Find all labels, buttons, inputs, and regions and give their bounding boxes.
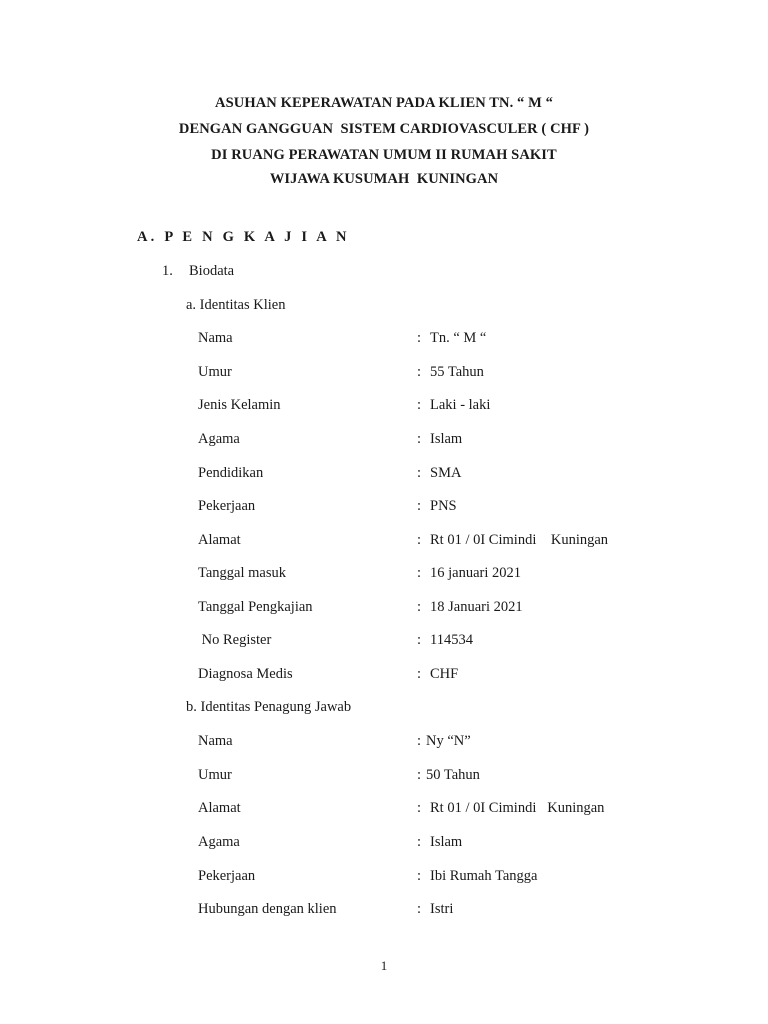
field-label: Agama [198,834,240,850]
field-label: Tanggal Pengkajian [198,599,313,615]
klien-row-umur [0,364,768,384]
field-colon: : [417,632,422,648]
field-value: Islam [430,834,463,850]
penanggung-row-pekerjaan [0,868,768,888]
field-label: Umur [198,364,232,380]
field-colon: : [417,666,422,682]
field-value: 114534 [430,632,473,648]
title-line-2: DENGAN GANGGUAN SISTEM CARDIOVASCULER ( CHF ) [178,121,590,137]
field-label: Alamat [198,532,241,548]
field-value: Ny “N” [426,733,471,749]
field-label: Pekerjaan [198,868,256,884]
penanggung-row-umur [0,767,768,787]
field-colon: : [417,868,422,884]
page-number: 1 [380,958,388,973]
biodata-number: 1. [162,263,173,279]
field-value: Rt 01 / 0I Cimindi Kuningan [430,532,609,548]
penanggung-row-agama [0,834,768,854]
field-value: CHF [430,666,459,682]
section-heading-pengkajian: A. P E N G K A J I A N [137,229,350,245]
klien-row-jenis-kelamin [0,397,768,417]
field-value: SMA [430,465,462,481]
field-label: Diagnosa Medis [198,666,293,682]
field-value: Tn. “ M “ [430,330,487,346]
field-colon: : [417,532,422,548]
field-label: Nama [198,733,233,749]
field-colon: : [417,599,422,615]
penanggung-row-hubungan [0,901,768,921]
field-value: PNS [430,498,457,514]
identitas-klien-heading: a. Identitas Klien [186,297,286,313]
klien-row-diagnosa-medis [0,666,768,686]
field-label: Hubungan dengan klien [198,901,337,917]
field-value: Istri [430,901,454,917]
field-value: Rt 01 / 0I Cimindi Kuningan [430,800,605,816]
field-colon: : [417,431,422,447]
field-colon: : [417,330,422,346]
title-line-1: ASUHAN KEPERAWATAN PADA KLIEN TN. “ M “ [215,95,553,111]
klien-row-pekerjaan [0,498,768,518]
penanggung-row-nama [0,733,768,753]
field-label: Nama [198,330,233,346]
field-value: 50 Tahun [426,767,480,783]
field-value: 16 januari 2021 [430,565,522,581]
field-label: No Register [198,632,272,648]
field-colon: : [417,498,422,514]
field-colon: : [417,800,422,816]
penanggung-row-alamat [0,800,768,820]
field-colon: : [417,901,422,917]
identitas-penanggung-heading: b. Identitas Penagung Jawab [186,699,352,715]
klien-row-tanggal-pengkajian [0,599,768,619]
field-colon: : [417,834,422,850]
field-value: Islam [430,431,463,447]
field-value: 55 Tahun [430,364,484,380]
klien-row-nama [0,330,768,350]
klien-row-alamat [0,532,768,552]
field-value: Laki - laki [430,397,491,413]
klien-row-agama [0,431,768,451]
field-label: Alamat [198,800,241,816]
field-label: Umur [198,767,232,783]
field-colon: : [417,465,422,481]
field-label: Tanggal masuk [198,565,286,581]
field-label: Pekerjaan [198,498,256,514]
title-line-4: WIJAWA KUSUMAH KUNINGAN [269,171,499,187]
klien-row-pendidikan [0,465,768,485]
field-colon: : [417,565,422,581]
biodata-label: Biodata [189,263,235,279]
field-label: Jenis Kelamin [198,397,281,413]
field-label: Pendidikan [198,465,264,481]
title-line-3: DI RUANG PERAWATAN UMUM II RUMAH SAKIT [211,147,557,163]
klien-row-tanggal-masuk [0,565,768,585]
field-colon: : [417,364,422,380]
field-value: Ibi Rumah Tangga [430,868,538,884]
field-label: Agama [198,431,240,447]
klien-row-no-register [0,632,768,652]
field-colon: : [417,767,422,783]
field-colon: : [417,397,422,413]
field-colon: : [417,733,422,749]
field-value: 18 Januari 2021 [430,599,523,615]
